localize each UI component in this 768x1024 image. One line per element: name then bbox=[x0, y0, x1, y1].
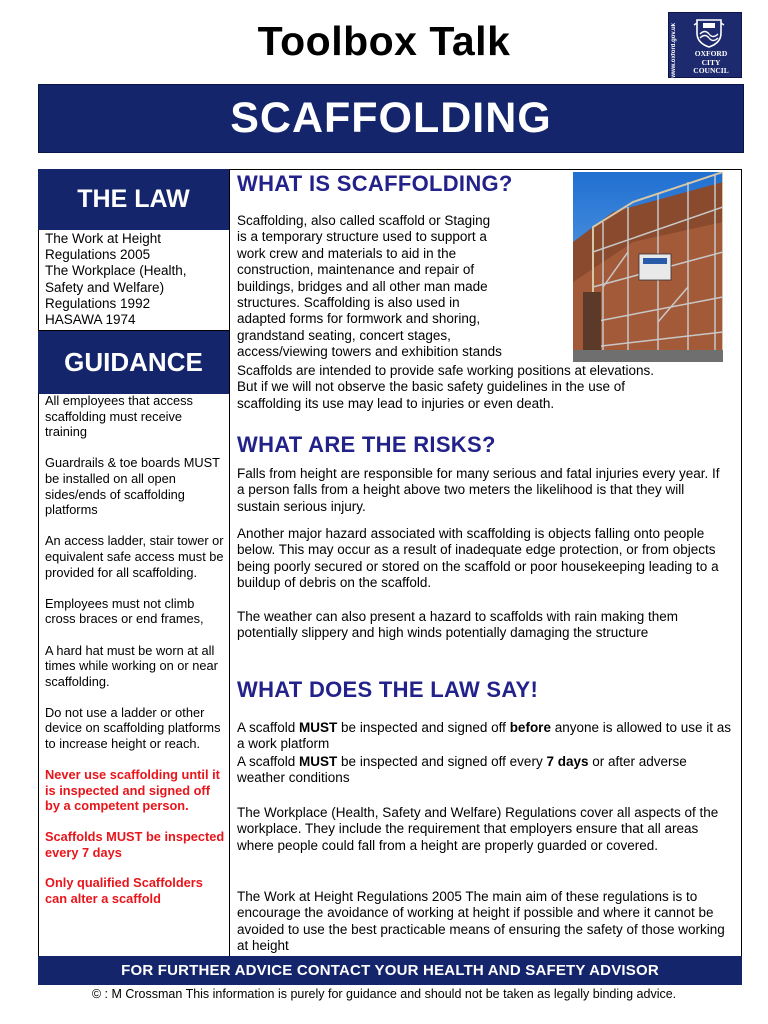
risks-heading: WHAT ARE THE RISKS? bbox=[237, 432, 496, 457]
guidance-list bbox=[45, 393, 227, 921]
what-is-text-block: Scaffolding, also called scaffold or Staging is a temporary structure used to support a work crew and materials to aid in the construction, maintenance and repair of buildings, bridges and all other man made structures. Scaffolding is also used in adapted forms for formwork and shoring, grandstand seating, concert stages, access/viewing towers and exhibition stands bbox=[237, 213, 502, 360]
risks-paragraph: The weather can also present a hazard to scaffolds with rain making them potentially slippery and high winds potentially damaging the structure bbox=[237, 609, 678, 641]
guidance-item: All employees that access scaffolding must receive training bbox=[45, 393, 193, 440]
risks-paragraph: Falls from height are responsible for many serious and fatal injuries every year. If a person falls from a height above two meters the likelihood is that they will sustain serious injury. bbox=[237, 466, 720, 514]
advice-footer-bar: FOR FURTHER ADVICE CONTACT YOUR HEALTH AND SAFETY ADVISOR bbox=[38, 956, 742, 985]
scaffolding-photo-image bbox=[573, 172, 723, 362]
law-paragraph: A scaffold MUST be inspected and signed off every 7 days or after adverse weather conditions bbox=[237, 754, 687, 786]
topic-banner: SCAFFOLDING bbox=[38, 84, 744, 153]
law-item: The Workplace (Health, Safety and Welfare) Regulations 1992 bbox=[45, 263, 187, 311]
oxford-city-council-logo bbox=[668, 12, 742, 78]
what-is-scaffolding-heading: WHAT IS SCAFFOLDING? bbox=[237, 171, 513, 196]
law-item: The Work at Height Regulations 2005 bbox=[45, 231, 162, 263]
guidance-heading: GUIDANCE bbox=[38, 331, 229, 394]
law-paragraph: The Work at Height Regulations 2005 The main aim of these regulations is to encourage the avoidance of working at height if possible and where it cannot be avoided to use the best practicable means of ensuring the safety of those working at height bbox=[237, 889, 725, 954]
page-title: Toolbox Talk bbox=[257, 18, 511, 64]
guidance-warning: Scaffolds MUST be inspected every 7 days bbox=[45, 829, 225, 860]
guidance-warning: Only qualified Scaffolders can alter a scaffold bbox=[45, 875, 203, 906]
law-paragraph: The Workplace (Health, Safety and Welfare) Regulations cover all aspects of the workplace. They include the requirement that employers ensure that all areas where people could fall from a height are properly guarded or covered. bbox=[237, 805, 719, 853]
guidance-item: An access ladder, stair tower or equivalent safe access must be provided for all scaffolding. bbox=[45, 533, 224, 580]
what-is-text-block-2: Scaffolds are intended to provide safe working positions at elevations. But if we will not observe the basic safety guidelines in the use of scaffolding its use may lead to injuries or even death. bbox=[237, 363, 655, 411]
risks-paragraph: Another major hazard associated with scaffolding is objects falling onto people below. This may occur as a result of inadequate edge protection, or from objects being poorly secured or stored on the scaffold or poor housekeeping leading to a buildup of debris on the scaffold. bbox=[237, 526, 719, 591]
logo-text: OXFORD CITY COUNCIL bbox=[693, 49, 729, 75]
logo-url: www.oxford.gov.uk bbox=[671, 23, 677, 78]
guidance-item: Do not use a ladder or other device on scaffolding platforms to increase height or reach. bbox=[45, 704, 221, 752]
law-item: HASAWA 1974 bbox=[45, 312, 136, 328]
law-paragraph: A scaffold MUST be inspected and signed off before anyone is allowed to use it as a work platform bbox=[237, 720, 732, 752]
the-law-heading: THE LAW bbox=[38, 169, 229, 230]
scaffolding-photo bbox=[573, 172, 723, 362]
guidance-warning: Never use scaffolding until it is inspected and signed off by a competent person. bbox=[45, 767, 220, 814]
law-list bbox=[45, 231, 227, 328]
guidance-item: Guardrails & toe boards MUST be installed on all open sides/ends of scaffolding platforms bbox=[45, 455, 220, 518]
guidance-item: Employees must not climb cross braces or end frames, bbox=[45, 595, 204, 627]
law-say-heading: WHAT DOES THE LAW SAY! bbox=[237, 677, 539, 702]
guidance-item: A hard hat must be worn at all times while working on or near scaffolding. bbox=[45, 642, 218, 689]
copyright-notice: © : M Crossman This information is purely for guidance and should not be taken as legally binding advice. bbox=[91, 987, 677, 1001]
column-divider bbox=[229, 169, 230, 956]
crest-icon bbox=[691, 17, 727, 49]
